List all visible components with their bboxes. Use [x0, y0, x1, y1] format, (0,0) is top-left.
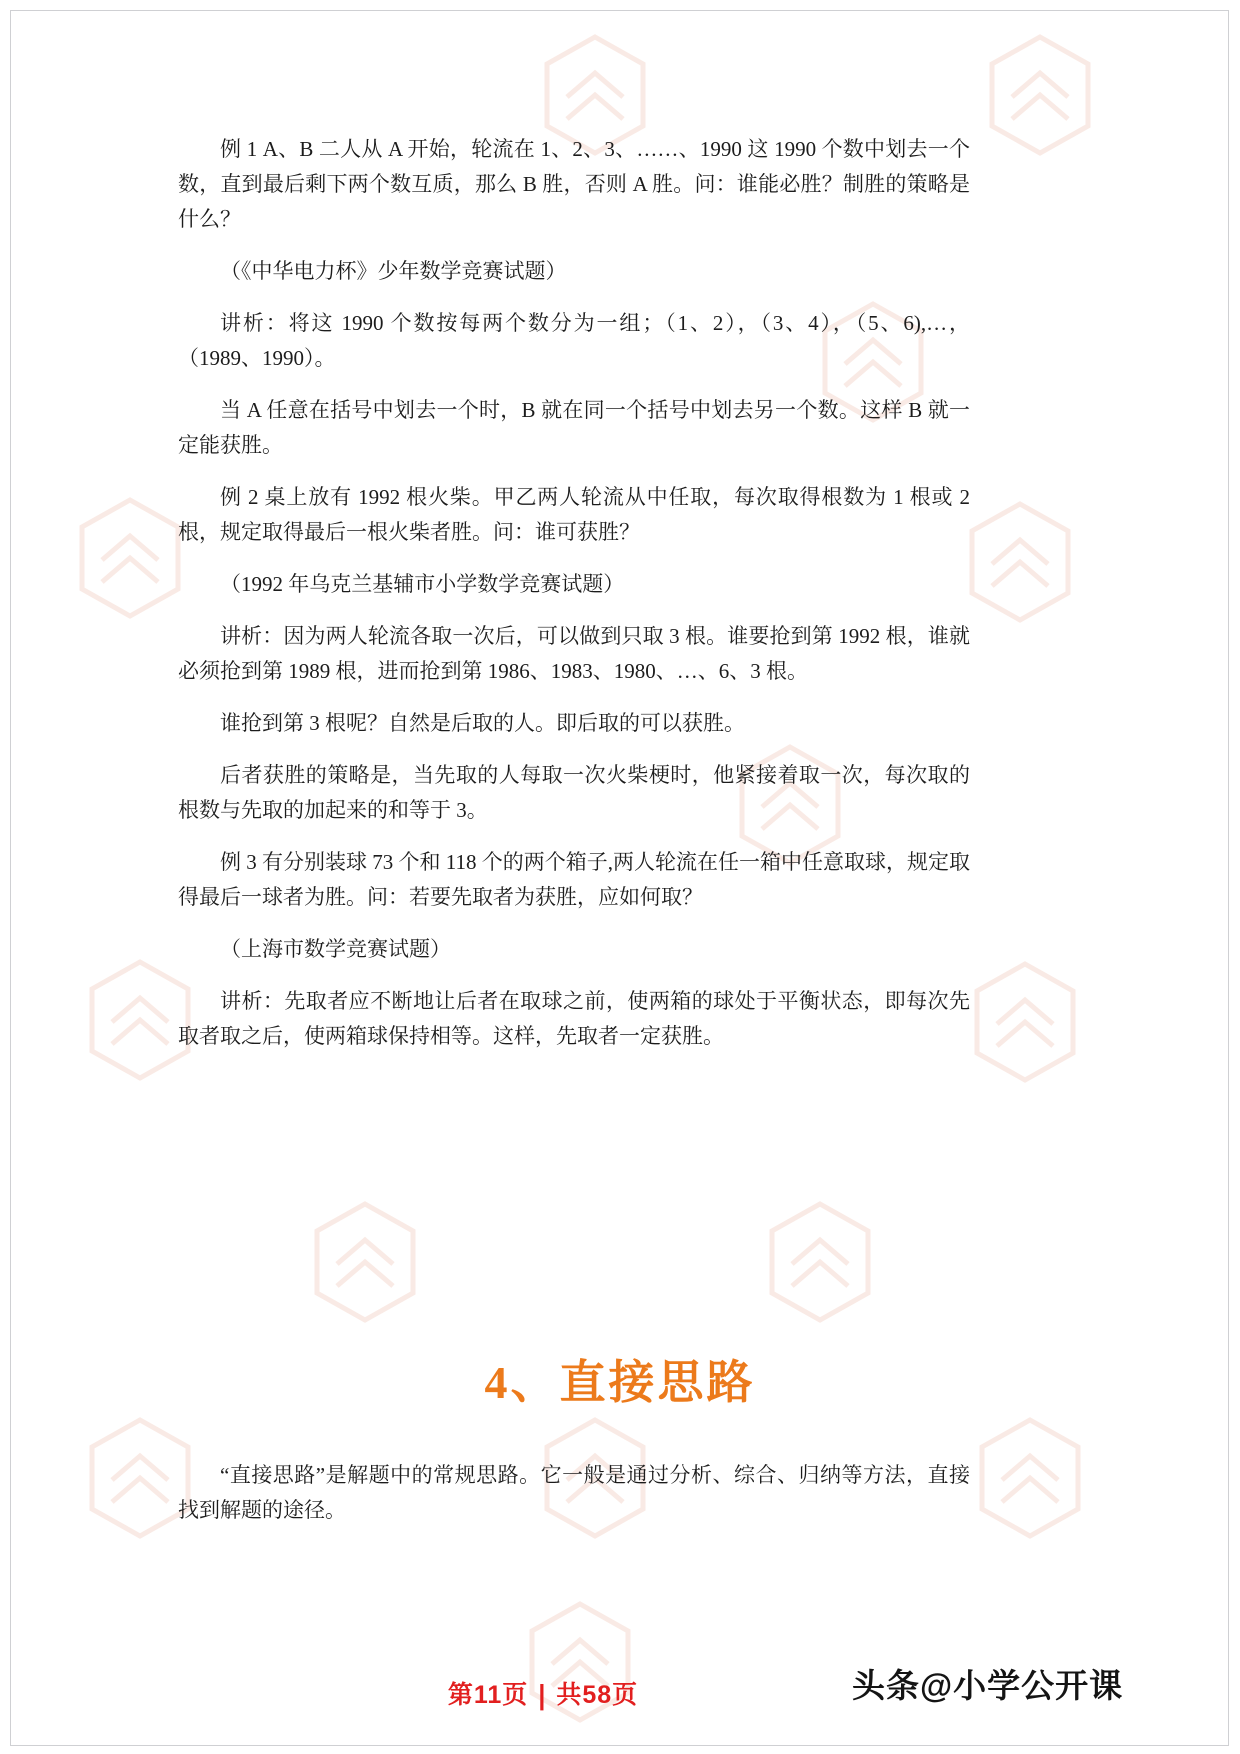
section-intro [178, 1458, 970, 1528]
paragraph-intro: “直接思路”是解题中的常规思路。它一般是通过分析、综合、归纳等方法，直接找到解题的途径。 [178, 1463, 970, 1522]
paragraph-example1: 例 1 A、B 二人从 A 开始，轮流在 1、2、3、……、1990 这 1990 个数中划去一个数，直到最后剩下两个数互质，那么 B 胜，否则 A 胜。问：谁能必胜？制胜的策略是什么？ [178, 137, 970, 231]
paragraph-analysis2: 讲析：因为两人轮流各取一次后，可以做到只取 3 根。谁要抢到第 1992 根，谁就必须抢到第 1989 根，进而抢到第 1986、1983、1980、…、6、3 根。 [178, 624, 970, 683]
paragraph-analysis1: 讲析：将这 1990 个数按每两个数分为一组；（1、2），（3、4），（5、6),…，（1989、1990）。 [178, 311, 970, 370]
section-heading: 4、直接思路 [484, 1357, 756, 1408]
paragraph-analysis2-cont1: 谁抢到第 3 根呢？自然是后取的人。即后取的可以获胜。 [220, 711, 745, 735]
hexagon-watermark-icon [74, 496, 186, 620]
paragraph-source2: （1992 年乌克兰基辅市小学数学竞赛试题） [220, 572, 625, 596]
paragraph-source3: （上海市数学竞赛试题） [220, 937, 451, 961]
hexagon-watermark-icon [974, 1416, 1086, 1540]
brand-watermark: 头条@小学公开课 [852, 1667, 1124, 1704]
paragraph-analysis3: 讲析：先取者应不断地让后者在取球之前，使两箱的球处于平衡状态，即每次先取者取之后，使两箱球保持相等。这样，先取者一定获胜。 [178, 989, 970, 1048]
body-text [178, 132, 970, 1071]
page-total: 共58页 [556, 1681, 639, 1709]
footer-separator: | [538, 1679, 547, 1711]
hexagon-watermark-icon [764, 1200, 876, 1324]
paragraph-example3: 例 3 有分别装球 73 个和 118 个的两个箱子,两人轮流在任一箱中任意取球，规定取得最后一球者为胜。问：若要先取者为获胜，应如何取？ [178, 850, 970, 909]
paragraph-analysis2-cont2: 后者获胜的策略是，当先取的人每取一次火柴梗时，他紧接着取一次，每次取的根数与先取的加起来的和等于 3。 [178, 763, 970, 822]
paragraph-source1: （《中华电力杯》少年数学竞赛试题） [220, 259, 567, 283]
hexagon-watermark-icon [309, 1200, 421, 1324]
paragraph-example2: 例 2 桌上放有 1992 根火柴。甲乙两人轮流从中任取，每次取得根数为 1 根或 2 根，规定取得最后一根火柴者胜。问：谁可获胜？ [178, 485, 970, 544]
hexagon-watermark-icon [969, 960, 1081, 1084]
paragraph-analysis1-cont: 当 A 任意在括号中划去一个时，B 就在同一个括号中划去另一个数。这样 B 就一定能获胜。 [178, 398, 970, 457]
page-number: 第11页 [447, 1681, 529, 1709]
hexagon-watermark-icon [964, 500, 1076, 624]
hexagon-watermark-icon [984, 33, 1096, 157]
